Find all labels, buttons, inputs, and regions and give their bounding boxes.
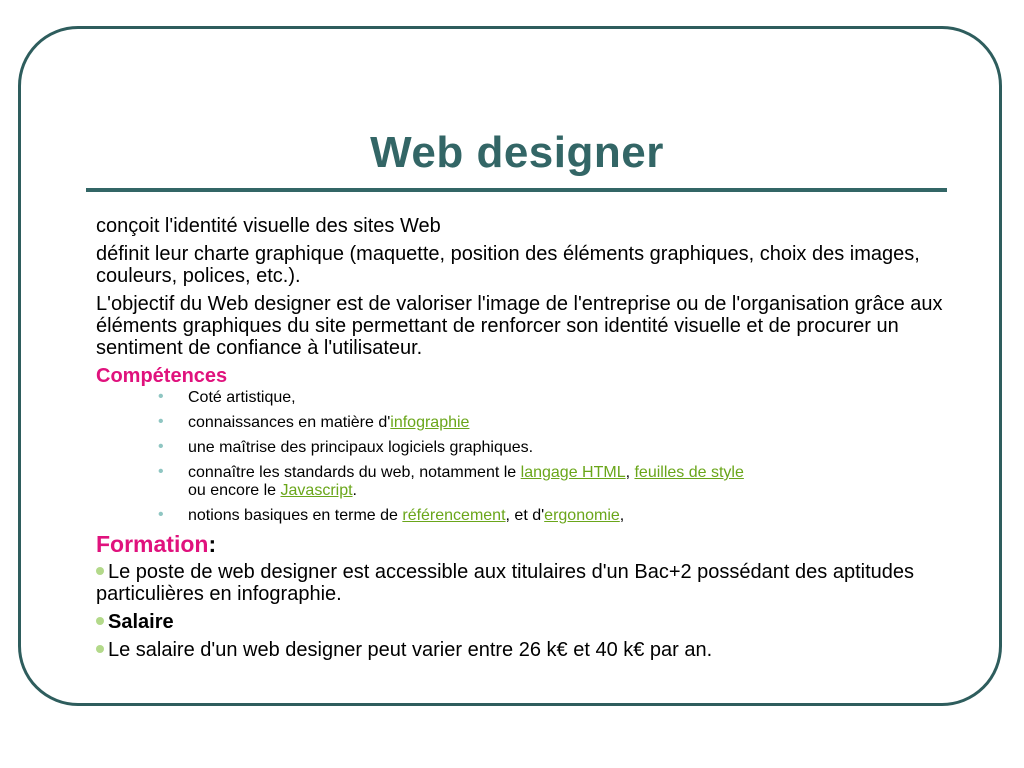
link-javascript[interactable]: Javascript bbox=[280, 482, 353, 499]
item-text: ou encore le bbox=[188, 482, 281, 499]
link-feuilles-de-style[interactable]: feuilles de style bbox=[634, 464, 744, 481]
bullet-icon: • bbox=[158, 506, 164, 523]
salaire-text-row bbox=[96, 639, 946, 661]
slide-body bbox=[96, 215, 946, 667]
link-langage-html[interactable]: langage HTML bbox=[520, 464, 626, 481]
salaire-text: Le salaire d'un web designer peut varier entre 26 k€ et 40 k€ par an. bbox=[108, 639, 713, 661]
item-text: connaissances en matière d' bbox=[188, 414, 391, 431]
intro-line-2: définit leur charte graphique (maquette, position des éléments graphiques, choix des images, couleurs, polices, etc.). bbox=[96, 243, 920, 287]
bullet-icon: • bbox=[158, 413, 164, 430]
bullet-icon bbox=[96, 567, 104, 575]
item-separator: , bbox=[625, 464, 635, 481]
competences-list bbox=[96, 389, 946, 525]
formation-heading: Formation bbox=[96, 531, 209, 557]
list-item bbox=[158, 464, 946, 500]
bullet-icon bbox=[96, 617, 104, 625]
formation-text: Le poste de web designer est accessible aux titulaires d'un Bac+2 possédant des aptitudes particulières en infographie. bbox=[96, 561, 915, 605]
list-item bbox=[158, 507, 946, 525]
item-text: , et d' bbox=[505, 507, 545, 524]
bullet-icon bbox=[96, 645, 104, 653]
competences-heading: Compétences bbox=[96, 365, 228, 387]
list-item bbox=[158, 414, 946, 432]
item-end: , bbox=[619, 507, 625, 524]
intro-line-1: conçoit l'identité visuelle des sites Web bbox=[96, 215, 441, 237]
intro-paragraph: L'objectif du Web designer est de valoriser l'image de l'entreprise ou de l'organisation grâce aux éléments graphiques du site permettant de renforcer son identité visuelle et de procurer un sentiment de confiance à l'utilisateur. bbox=[96, 293, 943, 359]
title-divider bbox=[86, 188, 947, 192]
bullet-icon: • bbox=[158, 438, 164, 455]
salaire-label-row bbox=[96, 611, 946, 633]
bullet-icon: • bbox=[158, 463, 164, 480]
list-item bbox=[158, 439, 946, 457]
item-text: notions basiques en terme de bbox=[188, 507, 403, 524]
item-text: Coté artistique, bbox=[188, 389, 296, 406]
item-text: une maîtrise des principaux logiciels graphiques. bbox=[188, 439, 534, 456]
formation-text-row bbox=[96, 561, 946, 605]
item-text: connaître les standards du web, notamment le bbox=[188, 464, 521, 481]
formation-colon: : bbox=[208, 531, 217, 557]
slide-title: Web designer bbox=[370, 128, 664, 177]
item-end: . bbox=[352, 482, 357, 499]
salaire-label: Salaire bbox=[108, 611, 174, 633]
link-ergonomie[interactable]: ergonomie bbox=[544, 507, 620, 524]
link-referencement[interactable]: référencement bbox=[402, 507, 506, 524]
list-item bbox=[158, 389, 946, 407]
bullet-icon: • bbox=[158, 388, 164, 405]
link-infographie[interactable]: infographie bbox=[390, 414, 470, 431]
formation-heading-row bbox=[96, 533, 946, 555]
